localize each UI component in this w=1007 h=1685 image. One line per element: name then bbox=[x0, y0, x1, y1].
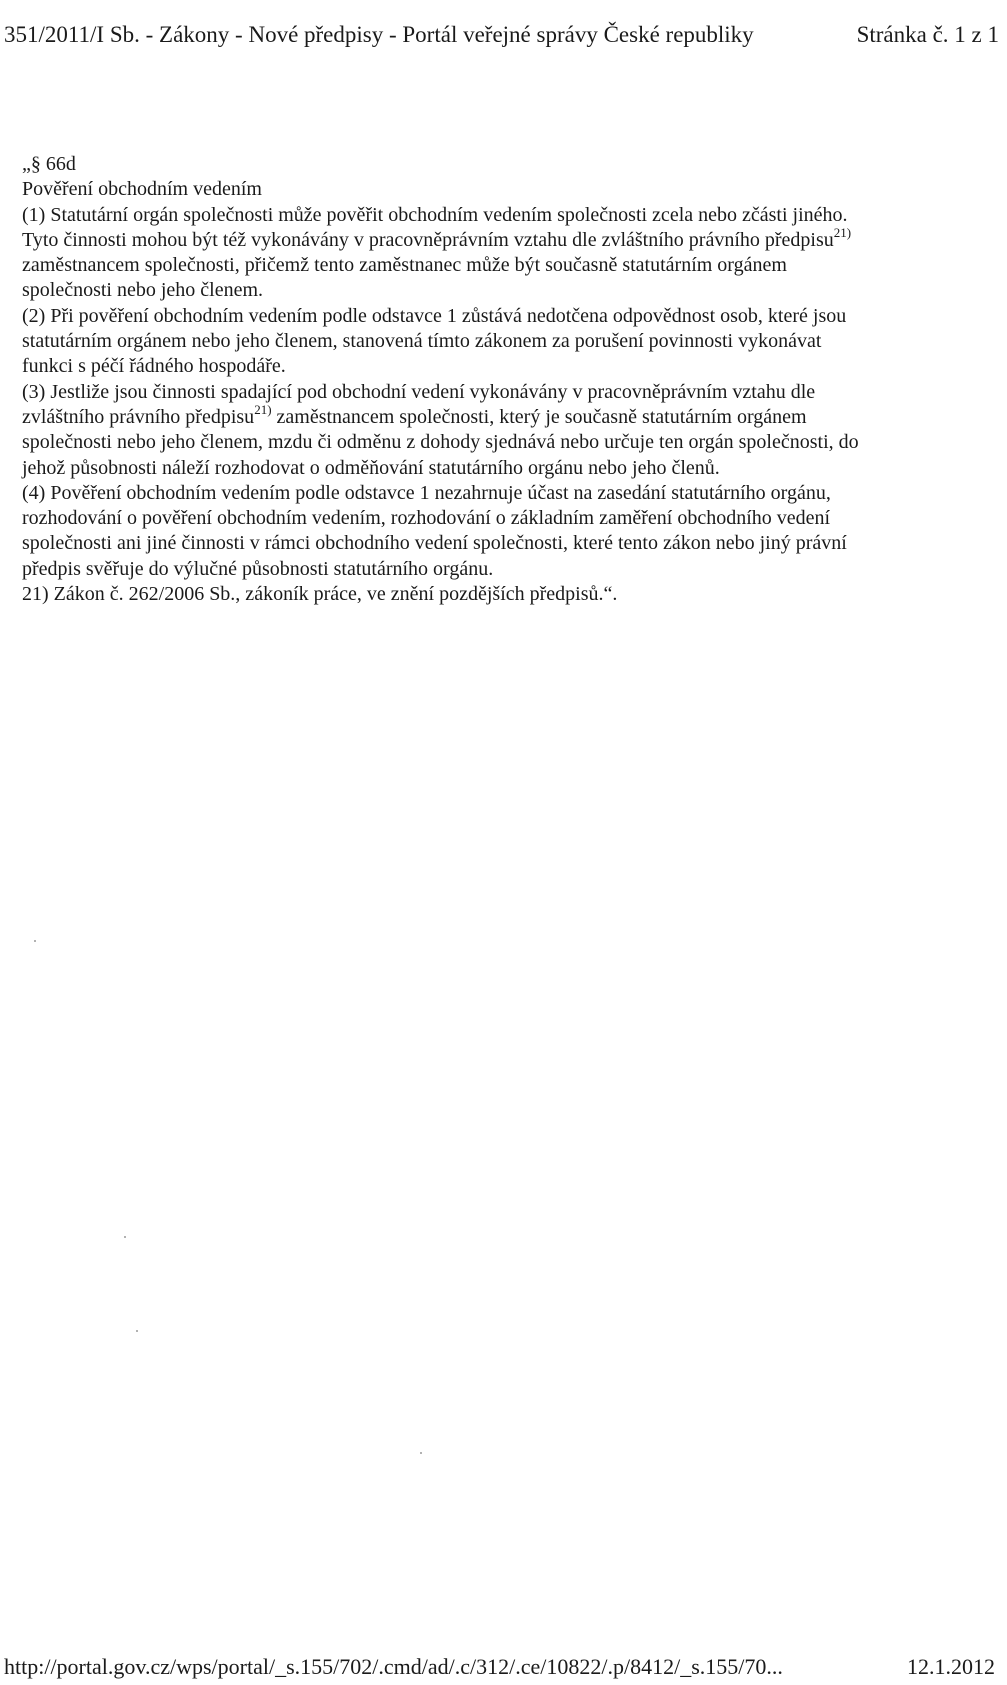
paragraph-line: společnosti nebo jeho členem. bbox=[22, 279, 264, 302]
footnote-text: 21) Zákon č. 262/2006 Sb., zákoník práce, ve znění pozdějších předpisů.“. bbox=[22, 583, 618, 606]
scan-speck bbox=[136, 1330, 138, 1332]
scan-speck bbox=[124, 1236, 126, 1238]
paragraph-line bbox=[22, 224, 992, 253]
page-header bbox=[0, 20, 1007, 50]
footer-date: 12.1.2012 bbox=[907, 1654, 995, 1679]
document-body bbox=[22, 152, 992, 607]
paragraph-line: funkci s péčí řádného hospodáře. bbox=[22, 355, 286, 378]
paragraph-line: rozhodování o pověření obchodním vedením, rozhodování o základním zaměření obchodního vedení bbox=[22, 507, 831, 530]
section-heading: Pověření obchodním vedením bbox=[22, 178, 262, 201]
paragraph-line: zaměstnancem společnosti, přičemž tento zaměstnanec může být současně statutárním orgánem bbox=[22, 254, 787, 277]
paragraph-line: (4) Pověření obchodním vedením podle odstavce 1 nezahrnuje účast na zasedání statutárního orgánu, bbox=[22, 481, 831, 504]
paragraph-line: (3) Jestliže jsou činnosti spadající pod obchodní vedení vykonávány v pracovněprávním vztahu dle bbox=[22, 380, 816, 403]
line-text: Tyto činnosti mohou být též vykonávány v pracovněprávním vztahu dle zvláštního právního předpisu bbox=[22, 228, 834, 251]
scan-speck bbox=[420, 1452, 422, 1454]
paragraph-line: společnosti nebo jeho členem, mzdu či odměnu z dohody sjednává nebo určuje ten orgán společnosti, do bbox=[22, 431, 859, 454]
page-footer bbox=[0, 1652, 1007, 1682]
paragraph-line bbox=[22, 401, 992, 430]
footer-url: http://portal.gov.cz/wps/portal/_s.155/702/.cmd/ad/.c/312/.ce/10822/.p/8412/_s.155/70... bbox=[4, 1654, 783, 1679]
paragraph-line: předpis svěřuje do výlučné působnosti statutárního orgánu. bbox=[22, 557, 494, 580]
footnote-reference: 21) bbox=[254, 401, 272, 417]
line-text: zvláštního právního předpisu bbox=[22, 405, 255, 428]
paragraph-line: jehož působnosti náleží rozhodovat o odměňování statutárního orgánu nebo jeho členů. bbox=[22, 456, 720, 479]
line-text: zaměstnancem společnosti, který je současně statutárním orgánem bbox=[276, 405, 807, 428]
section-number: „§ 66d bbox=[22, 153, 76, 175]
header-title: 351/2011/I Sb. - Zákony - Nové předpisy - Portál veřejné správy České republiky bbox=[4, 22, 754, 47]
page-number: Stránka č. 1 z 1 bbox=[856, 22, 999, 47]
paragraph-line: (2) Při pověření obchodním vedením podle odstavce 1 zůstává nedotčena odpovědnost osob, které jsou bbox=[22, 304, 847, 327]
scan-speck bbox=[34, 940, 36, 942]
footnote-reference: 21) bbox=[833, 224, 852, 240]
paragraph-line: společnosti ani jiné činnosti v rámci obchodního vedení společnosti, které tento zákon nebo jiný právní bbox=[22, 532, 847, 555]
paragraph-line: statutárním orgánem nebo jeho členem, stanovená tímto zákonem za porušení povinnosti vykonávat bbox=[22, 330, 822, 353]
paragraph-line: (1) Statutární orgán společnosti může pověřit obchodním vedením společnosti zcela nebo zčásti jiného. bbox=[22, 203, 848, 226]
